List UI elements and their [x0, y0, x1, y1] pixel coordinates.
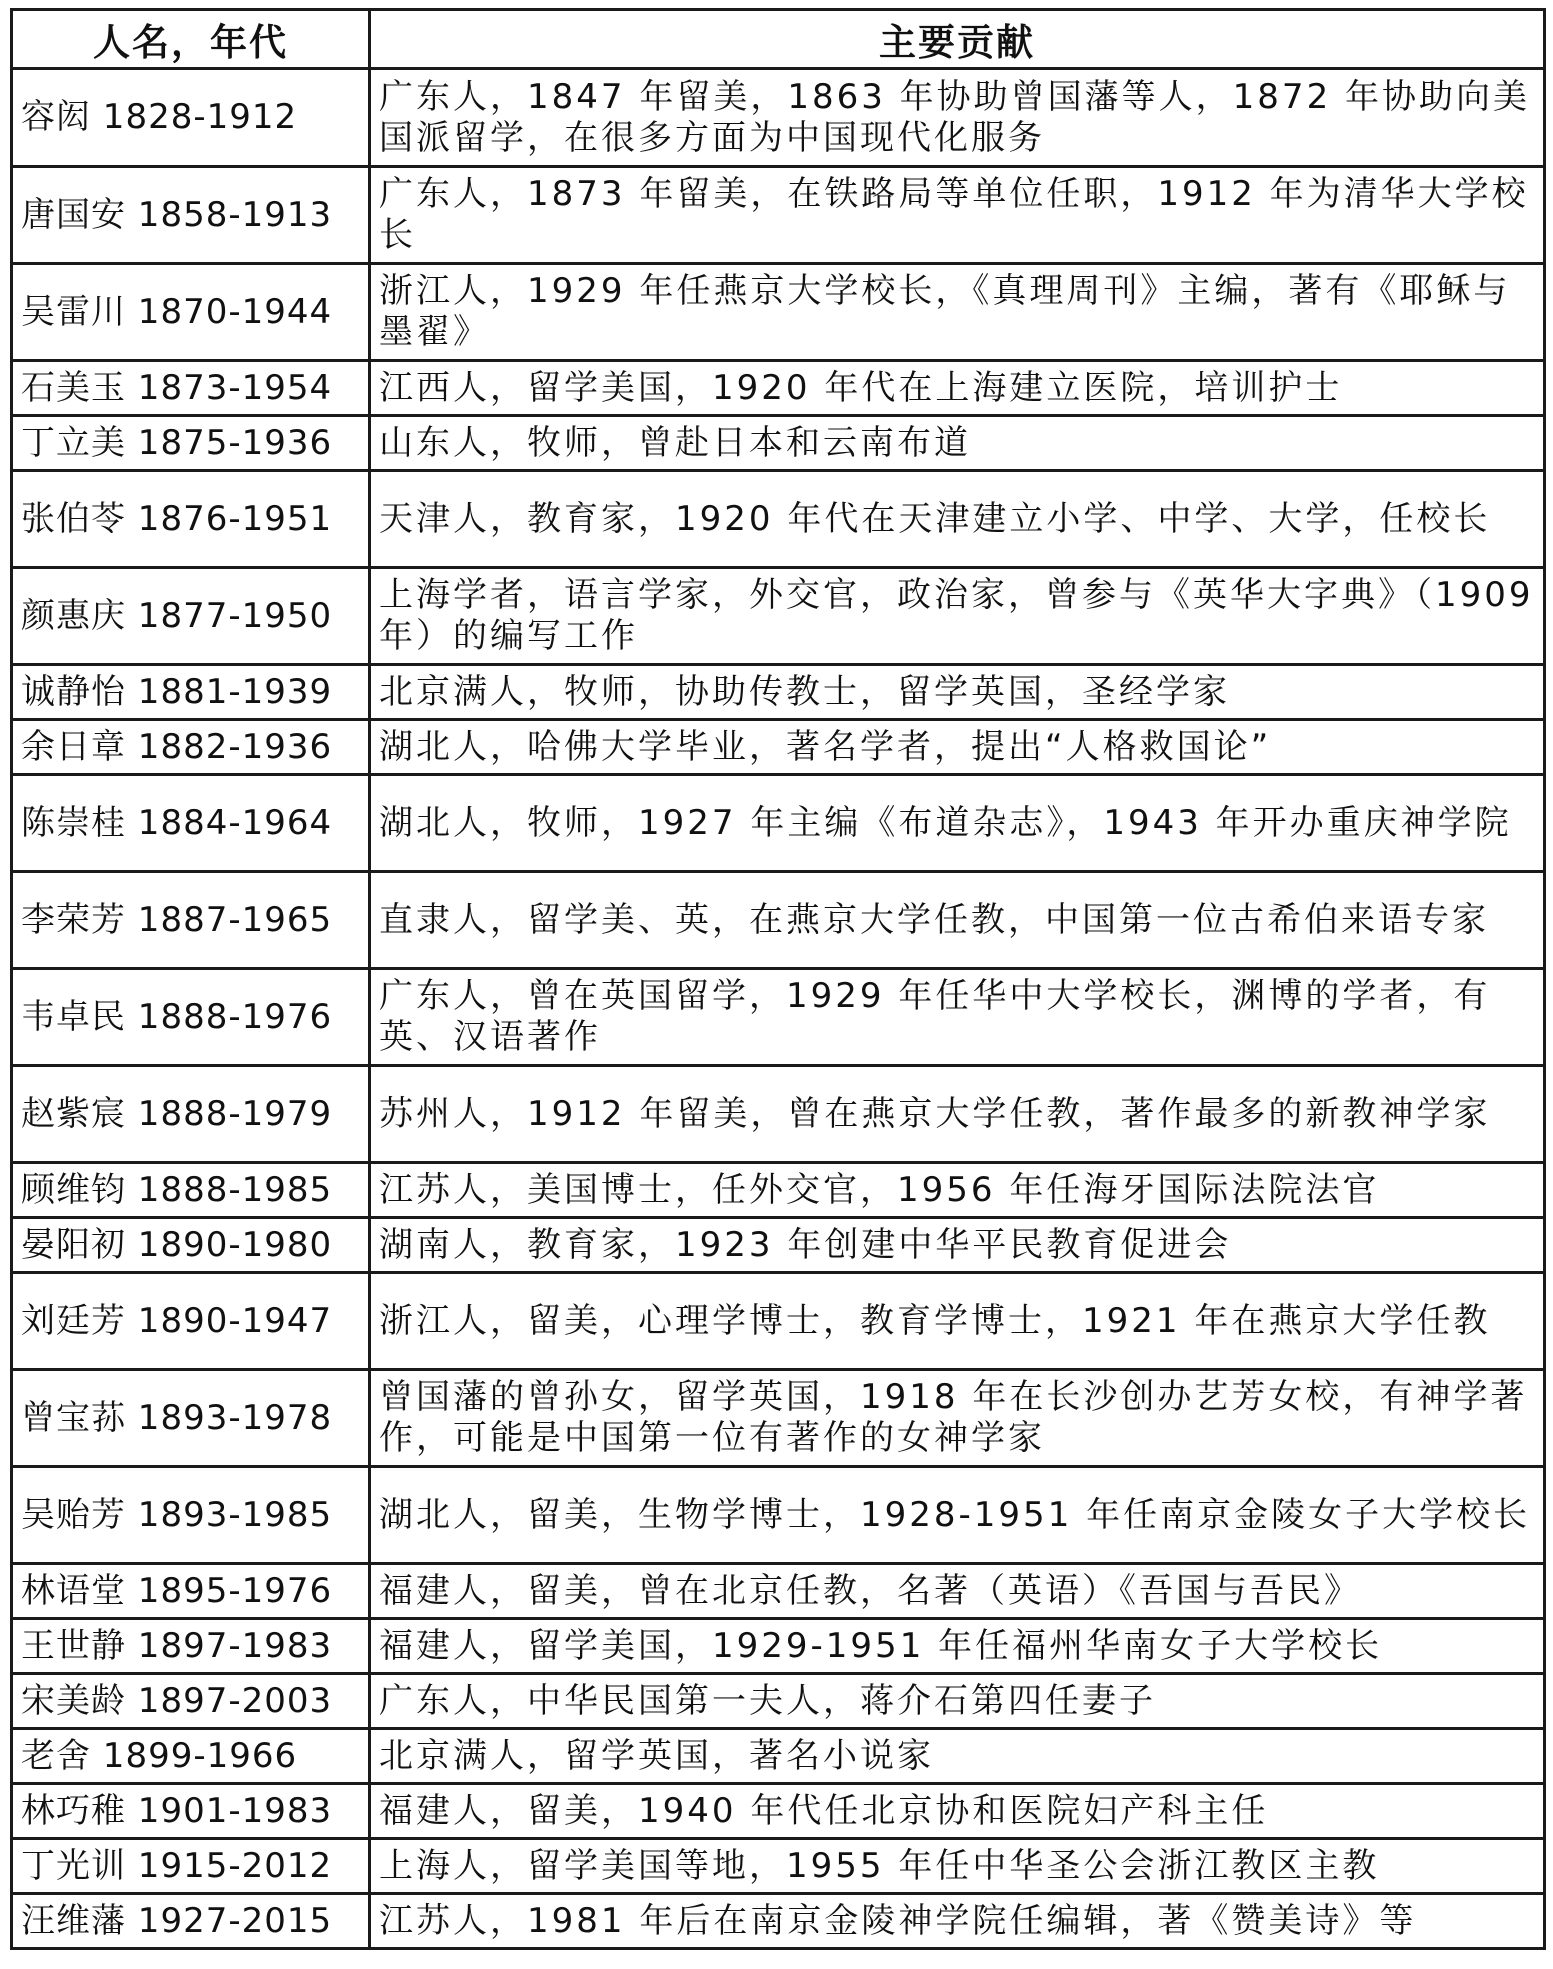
table-row — [12, 1218, 1545, 1273]
name-cell: 刘廷芳 1890-1947 — [12, 1273, 370, 1370]
table-row — [12, 1894, 1545, 1949]
contribution-cell: 广东人，中华民国第一夫人，蒋介石第四任妻子 — [370, 1674, 1545, 1729]
contribution-cell: 苏州人，1912 年留美，曾在燕京大学任教，著作最多的新教神学家 — [370, 1066, 1545, 1163]
contribution-cell: 广东人，曾在英国留学，1929 年任华中大学校长，渊博的学者，有英、汉语著作 — [370, 969, 1545, 1066]
contribution-cell: 上海学者，语言学家，外交官，政治家，曾参与《英华大字典》（1909 年）的编写工作 — [370, 568, 1545, 665]
table-row — [12, 1674, 1545, 1729]
table-row — [12, 471, 1545, 568]
contributors-table — [10, 8, 1546, 1950]
column-header-contribution: 主要贡献 — [370, 10, 1545, 69]
table-row — [12, 1839, 1545, 1894]
contribution-cell: 福建人，留美，曾在北京任教，名著（英语）《吾国与吾民》 — [370, 1564, 1545, 1619]
name-cell: 汪维藩 1927-2015 — [12, 1894, 370, 1949]
table-row — [12, 1370, 1545, 1467]
table-body — [12, 69, 1545, 1949]
table-row — [12, 1564, 1545, 1619]
name-cell: 唐国安 1858-1913 — [12, 167, 370, 264]
contribution-cell: 福建人，留学美国，1929-1951 年任福州华南女子大学校长 — [370, 1619, 1545, 1674]
contribution-cell: 曾国藩的曾孙女，留学英国，1918 年在长沙创办艺芳女校，有神学著作，可能是中国第一位有著作的女神学家 — [370, 1370, 1545, 1467]
contribution-cell: 北京满人，留学英国，著名小说家 — [370, 1729, 1545, 1784]
table-row — [12, 264, 1545, 361]
table-row — [12, 872, 1545, 969]
name-cell: 陈崇桂 1884-1964 — [12, 775, 370, 872]
name-cell: 石美玉 1873-1954 — [12, 361, 370, 416]
table-row — [12, 1163, 1545, 1218]
name-cell: 诚静怡 1881-1939 — [12, 665, 370, 720]
contribution-cell: 直隶人，留学美、英，在燕京大学任教，中国第一位古希伯来语专家 — [370, 872, 1545, 969]
name-cell: 余日章 1882-1936 — [12, 720, 370, 775]
name-cell: 晏阳初 1890-1980 — [12, 1218, 370, 1273]
contribution-cell: 天津人，教育家，1920 年代在天津建立小学、中学、大学，任校长 — [370, 471, 1545, 568]
contribution-cell: 上海人，留学美国等地，1955 年任中华圣公会浙江教区主教 — [370, 1839, 1545, 1894]
name-cell: 林语堂 1895-1976 — [12, 1564, 370, 1619]
table-row — [12, 1729, 1545, 1784]
name-cell: 韦卓民 1888-1976 — [12, 969, 370, 1066]
table-row — [12, 1467, 1545, 1564]
contribution-cell: 广东人，1847 年留美，1863 年协助曾国藩等人，1872 年协助向美国派留学，在很多方面为中国现代化服务 — [370, 69, 1545, 167]
name-cell: 张伯苓 1876-1951 — [12, 471, 370, 568]
contribution-cell: 湖南人，教育家，1923 年创建中华平民教育促进会 — [370, 1218, 1545, 1273]
name-cell: 吴贻芳 1893-1985 — [12, 1467, 370, 1564]
name-cell: 丁立美 1875-1936 — [12, 416, 370, 471]
table-row — [12, 361, 1545, 416]
name-cell: 李荣芳 1887-1965 — [12, 872, 370, 969]
name-cell: 宋美龄 1897-2003 — [12, 1674, 370, 1729]
table-row — [12, 665, 1545, 720]
name-cell: 林巧稚 1901-1983 — [12, 1784, 370, 1839]
contribution-cell: 湖北人，哈佛大学毕业，著名学者，提出“人格救国论” — [370, 720, 1545, 775]
contribution-cell: 浙江人，留美，心理学博士，教育学博士，1921 年在燕京大学任教 — [370, 1273, 1545, 1370]
name-cell: 曾宝荪 1893-1978 — [12, 1370, 370, 1467]
contribution-cell: 广东人，1873 年留美，在铁路局等单位任职，1912 年为清华大学校长 — [370, 167, 1545, 264]
table-row — [12, 1066, 1545, 1163]
name-cell: 顾维钧 1888-1985 — [12, 1163, 370, 1218]
table-row — [12, 167, 1545, 264]
table-row — [12, 69, 1545, 167]
name-cell: 颜惠庆 1877-1950 — [12, 568, 370, 665]
contribution-cell: 江苏人，美国博士，任外交官，1956 年任海牙国际法院法官 — [370, 1163, 1545, 1218]
contribution-cell: 北京满人，牧师，协助传教士，留学英国，圣经学家 — [370, 665, 1545, 720]
contribution-cell: 湖北人，牧师，1927 年主编《布道杂志》，1943 年开办重庆神学院 — [370, 775, 1545, 872]
contribution-cell: 福建人，留美，1940 年代任北京协和医院妇产科主任 — [370, 1784, 1545, 1839]
table-row — [12, 969, 1545, 1066]
contribution-cell: 山东人，牧师，曾赴日本和云南布道 — [370, 416, 1545, 471]
name-cell: 老舍 1899-1966 — [12, 1729, 370, 1784]
name-cell: 吴雷川 1870-1944 — [12, 264, 370, 361]
column-header-name-era: 人名，年代 — [12, 10, 370, 69]
table-row — [12, 416, 1545, 471]
table-header-row — [12, 10, 1545, 69]
table-row — [12, 775, 1545, 872]
contribution-cell: 江西人，留学美国，1920 年代在上海建立医院，培训护士 — [370, 361, 1545, 416]
contribution-cell: 江苏人，1981 年后在南京金陵神学院任编辑，著《赞美诗》等 — [370, 1894, 1545, 1949]
table-row — [12, 568, 1545, 665]
table-row — [12, 1619, 1545, 1674]
contribution-cell: 湖北人，留美，生物学博士，1928-1951 年任南京金陵女子大学校长 — [370, 1467, 1545, 1564]
name-cell: 赵紫宸 1888-1979 — [12, 1066, 370, 1163]
table-row — [12, 1784, 1545, 1839]
table-row — [12, 720, 1545, 775]
name-cell: 王世静 1897-1983 — [12, 1619, 370, 1674]
name-cell: 容闳 1828-1912 — [12, 69, 370, 167]
contribution-cell: 浙江人，1929 年任燕京大学校长，《真理周刊》主编，著有《耶稣与墨翟》 — [370, 264, 1545, 361]
name-cell: 丁光训 1915-2012 — [12, 1839, 370, 1894]
table-row — [12, 1273, 1545, 1370]
